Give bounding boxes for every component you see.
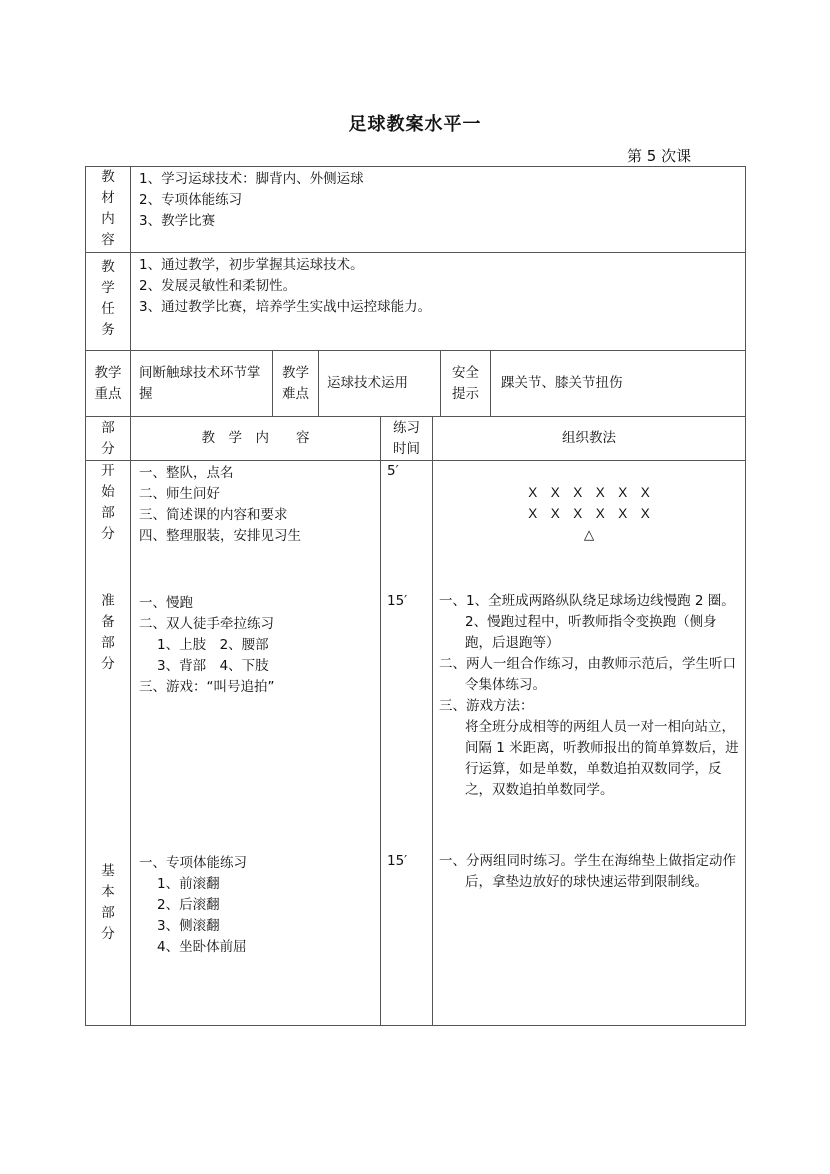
content-item: 2、后滚翻 — [157, 897, 220, 913]
header-time: 练习时间 — [393, 419, 420, 457]
body-row — [86, 461, 746, 1026]
tasks-label: 教学任务 — [101, 259, 115, 338]
method-item: 一、1、全班成两路纵队绕足球场边线慢跑 2 圈。 — [439, 593, 735, 609]
content-item: 3、背部 4、下肢 — [157, 658, 269, 674]
content-item: 三、简述课的内容和要求 — [139, 507, 288, 523]
content-item: 一、专项体能练习 — [139, 855, 247, 871]
content-item: 3、侧滚翻 — [157, 918, 220, 934]
header-row — [86, 417, 746, 461]
section-part: 基本部分 — [101, 863, 115, 942]
content-item: 二、师生问好 — [139, 486, 220, 502]
header-method: 组织教法 — [433, 417, 746, 461]
section-time: 5′ — [387, 463, 399, 479]
materials-item: 3、教学比赛 — [139, 213, 216, 229]
header-content: 教 学 内 容 — [131, 417, 381, 461]
method-item: 一、分两组同时练习。学生在海绵垫上做指定动作后，拿垫边放好的球快速运带到限制线。 — [439, 853, 736, 890]
content-item: 四、整理服装，安排见习生 — [139, 528, 301, 544]
section-time: 15′ — [387, 593, 408, 609]
content-item: 1、前滚翻 — [157, 876, 220, 892]
formation-row: X X X X X X — [528, 506, 650, 521]
content-item: 一、整队，点名 — [139, 465, 234, 481]
method-item: 二、两人一组合作练习，由教师示范后，学生听口令集体练习。 — [439, 656, 736, 693]
method-item: 将全班分成相等的两组人员一对一相向站立，间隔 1 米距离，听教师报出的简单算数后，进行运算，如是单数，单数追拍双数同学，反之，双数追拍单数同学。 — [465, 719, 739, 798]
content-item: 二、双人徒手牵拉练习 — [139, 616, 274, 632]
safety-value: 踝关节、膝关节扭伤 — [501, 375, 623, 391]
materials-item: 1、学习运球技术：脚背内、外侧运球 — [139, 171, 364, 187]
difficulty-label: 教学难点 — [282, 364, 309, 402]
tasks-item: 3、通过教学比赛，培养学生实战中运控球能力。 — [139, 299, 432, 315]
section-part: 准备部分 — [101, 593, 115, 672]
content-item: 一、慢跑 — [139, 595, 193, 611]
materials-label: 教材内容 — [101, 169, 115, 248]
key-points-row — [86, 351, 746, 417]
formation-diagram — [433, 482, 745, 545]
method-item: 三、游戏方法： — [439, 698, 534, 714]
header-part: 部分 — [101, 419, 115, 457]
safety-label: 安全提示 — [452, 364, 479, 402]
tasks-row — [86, 253, 746, 351]
materials-row — [86, 167, 746, 253]
teacher-marker: △ — [583, 527, 595, 542]
keypoint-label: 教学重点 — [94, 364, 122, 402]
tasks-item: 1、通过教学，初步掌握其运球技术。 — [139, 257, 364, 273]
method-item: 2、慢跑过程中，听教师指令变换跑（侧身跑，后退跑等） — [465, 614, 717, 651]
section-part: 开始部分 — [101, 463, 115, 542]
content-item: 4、坐卧体前屈 — [157, 939, 247, 955]
tasks-item: 2、发展灵敏性和柔韧性。 — [139, 278, 297, 294]
keypoint-value: 间断触球技术环节掌握 — [139, 364, 261, 402]
lesson-number: 第 5 次课 — [627, 147, 692, 165]
difficulty-value: 运球技术运用 — [327, 375, 408, 391]
section-time: 15′ — [387, 853, 408, 869]
content-item: 1、上肢 2、腰部 — [157, 637, 269, 653]
materials-item: 2、专项体能练习 — [139, 192, 243, 208]
formation-row: X X X X X X — [528, 485, 650, 500]
lesson-plan-table — [85, 166, 746, 1026]
page-title: 足球教案水平一 — [348, 114, 482, 135]
content-item: 三、游戏：“叫号追拍” — [139, 679, 275, 695]
